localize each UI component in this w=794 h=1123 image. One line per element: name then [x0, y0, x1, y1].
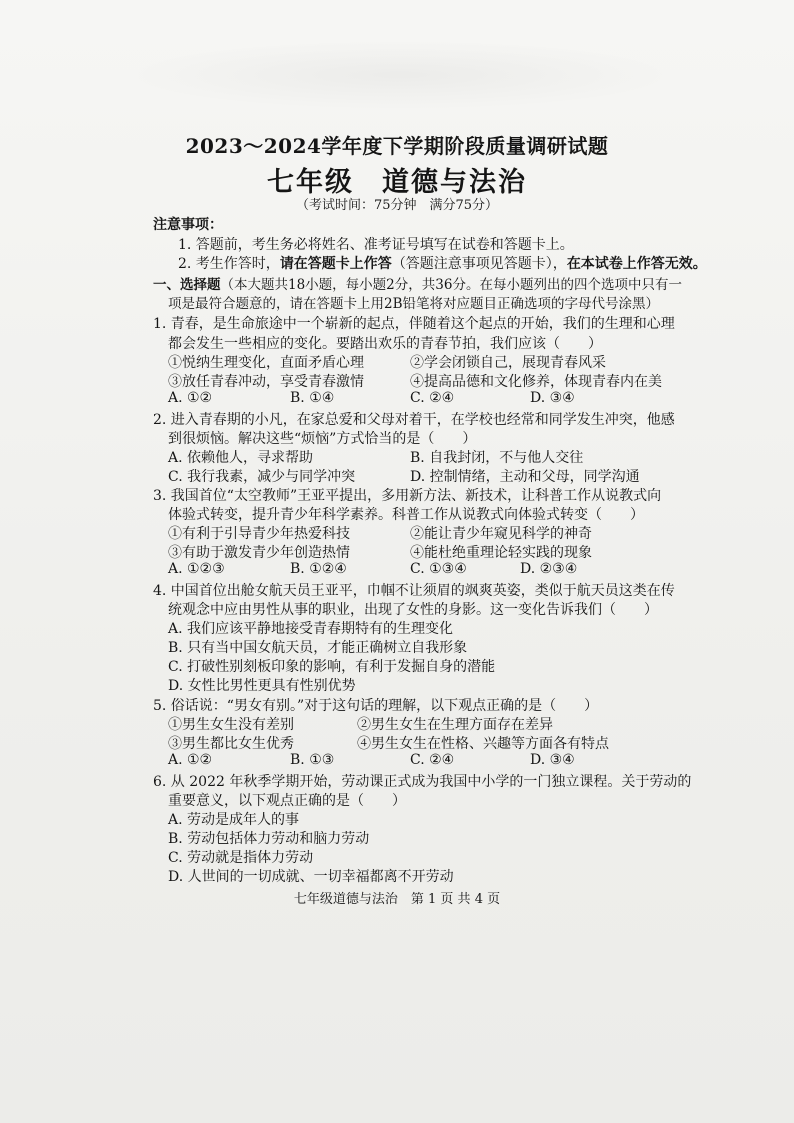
- question-2-option: A. 依赖他人，寻求帮助: [168, 450, 314, 466]
- question-1-statement: ①悦纳生理变化，直面矛盾心理: [168, 355, 364, 371]
- question-4-line-1: 4. 中国首位出舱女航天员王亚平，巾帼不让须眉的飒爽英姿，类似于航天员这类在传: [153, 583, 675, 599]
- notice-item-1: 1. 答题前，考生务必将姓名、准考证号填写在试卷和答题卡上。: [178, 237, 574, 253]
- question-4-option: B. 只有当中国女航天员，才能正确树立自我形象: [168, 640, 468, 656]
- question-2-option: B. 自我封闭，不与他人交往: [410, 450, 584, 466]
- section-instruction-line2: 项是最符合题意的，请在答题卡上用2B铅笔将对应题目正确选项的字母代号涂黑）: [168, 296, 660, 312]
- question-3-line-2: 体验式转变，提升青少年科学素养。科普工作从说教式向体验式转变（ ）: [168, 507, 644, 523]
- question-5-statement: ④男生女生在性格、兴趣等方面各有特点: [357, 736, 609, 752]
- question-1-option: C. ②④: [410, 390, 455, 406]
- question-2-line-2: 到很烦恼。解决这些“烦恼”方式恰当的是（ ）: [168, 431, 477, 447]
- question-4-option: D. 女性比男性更具有性别优势: [168, 678, 356, 694]
- question-3-statement: ③有助于激发青少年创造热情: [168, 545, 350, 561]
- question-4-option: C. 打破性别刻板印象的影响，有利于发掘自身的潜能: [168, 659, 496, 675]
- question-2-option: D. 控制情绪，主动和父母，同学沟通: [410, 469, 640, 485]
- question-1-statement: ②学会闭锁自己，展现青春风采: [410, 355, 606, 371]
- question-5-option: C. ②④: [410, 752, 455, 768]
- question-2-line-1: 2. 进入青春期的小凡，在家总爱和父母对着干，在学校也经常和同学发生冲突，他感: [153, 412, 675, 428]
- question-6-option: C. 劳动就是指体力劳动: [168, 850, 314, 866]
- question-3-option: C. ①③④: [410, 561, 467, 577]
- question-6-option: D. 人世间的一切成就、一切幸福都离不开劳动: [168, 869, 454, 885]
- question-5-statement: ①男生女生没有差别: [168, 717, 294, 733]
- question-4-option: A. 我们应该平静地接受青春期特有的生理变化: [168, 621, 454, 637]
- question-1-statement: ③放任青春冲动，享受青春激情: [168, 374, 364, 390]
- question-1-option: B. ①④: [290, 390, 335, 406]
- grade-label: 七年级: [267, 167, 354, 198]
- notice-title: 注意事项：: [153, 217, 223, 233]
- question-3-line-1: 3. 我国首位“太空教师”王亚平提出，多用新方法、新技术，让科普工作从说教式向: [153, 488, 662, 504]
- question-3-option: D. ②③④: [520, 561, 578, 577]
- scan-smudge: [120, 40, 680, 110]
- question-3-option: A. ①②③: [168, 561, 225, 577]
- question-6-line-1: 6. 从 2022 年秋季学期开始，劳动课正式成为我国中小学的一门独立课程。关于劳动的: [153, 774, 692, 790]
- question-5-option: B. ①③: [290, 752, 335, 768]
- subject-label: 道德与法治: [382, 167, 527, 198]
- question-3-option: B. ①②④: [290, 561, 347, 577]
- question-6-line-2: 重要意义，以下观点正确的是（ ）: [168, 793, 406, 809]
- question-1-option: D. ③④: [530, 390, 575, 406]
- question-6-option: B. 劳动包括体力劳动和脑力劳动: [168, 831, 370, 847]
- question-3-statement: ①有利于引导青少年热爱科技: [168, 526, 350, 542]
- question-6-option: A. 劳动是成年人的事: [168, 812, 300, 828]
- exam-title: 2023～2024学年度下学期阶段质量调研试题: [185, 134, 609, 158]
- question-3-statement: ④能杜绝重理论轻实践的现象: [410, 545, 592, 561]
- question-4-line-2: 统观念中应由男性从事的职业，出现了女性的身影。这一变化告诉我们（ ）: [168, 602, 658, 618]
- notice-item-2: 2. 考生作答时，请在答题卡上作答（答题注意事项见答题卡），在本试卷上作答无效。: [178, 256, 707, 272]
- question-1-line-1: 1. 青春，是生命旅途中一个崭新的起点，伴随着这个起点的开始，我们的生理和心理: [153, 316, 675, 332]
- exam-meta: （考试时间：75分钟 满分75分）: [295, 198, 499, 213]
- question-1-option: A. ①②: [168, 390, 213, 406]
- question-1-statement: ④提高品德和文化修养，体现青春内在美: [410, 374, 662, 390]
- page-footer: 七年级道德与法治 第 1 页 共 4 页: [293, 892, 501, 907]
- question-3-statement: ②能让青少年窥见科学的神奇: [410, 526, 592, 542]
- question-5-option: A. ①②: [168, 752, 213, 768]
- question-2-option: C. 我行我素，减少与同学冲突: [168, 469, 356, 485]
- question-1-line-2: 都会发生一些相应的变化。要踏出欢乐的青春节拍，我们应该（ ）: [168, 336, 602, 352]
- question-5-statement: ②男生女生在生理方面存在差异: [357, 717, 553, 733]
- question-5-statement: ③男生都比女生优秀: [168, 736, 294, 752]
- question-5-option: D. ③④: [530, 752, 575, 768]
- question-5-line-1: 5. 俗话说：“男女有别。”对于这句话的理解，以下观点正确的是（ ）: [153, 698, 599, 714]
- section-heading: 一、选择题（本大题共18小题，每小题2分，共36分。在每小题列出的四个选项中只有一: [153, 277, 682, 293]
